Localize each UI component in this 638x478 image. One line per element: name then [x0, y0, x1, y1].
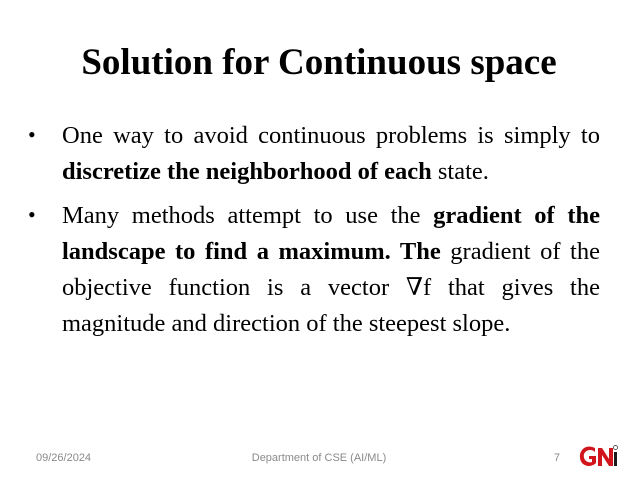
bullet-text-segment: One way to avoid continuous problems is simply to	[62, 122, 600, 149]
bullet-item	[28, 198, 600, 342]
slide-title: Solution for Continuous space	[81, 42, 557, 83]
gni-logo-icon	[578, 444, 618, 468]
footer-department: Department of CSE (AI/ML)	[251, 452, 387, 464]
bullet-text-segment: Many methods attempt to use the	[62, 202, 434, 229]
footer-page-number: 7	[553, 452, 560, 464]
bullet-text-bold-segment: gradient of the landscape to find a maximum. The	[62, 202, 600, 265]
bullet-item	[28, 118, 600, 190]
bullet-marker: •	[28, 202, 36, 227]
bullet-marker: •	[28, 122, 36, 147]
bullet-text-segment: state.	[431, 158, 489, 185]
bullet-text-segment: gradient of the objective function is a vector ∇f that gives the magnitude and direction of the steepest slope.	[62, 238, 600, 337]
bullet-list	[28, 118, 600, 350]
bullet-text-bold-segment: discretize the neighborhood of each	[62, 158, 432, 185]
footer-date: 09/26/2024	[36, 452, 92, 464]
